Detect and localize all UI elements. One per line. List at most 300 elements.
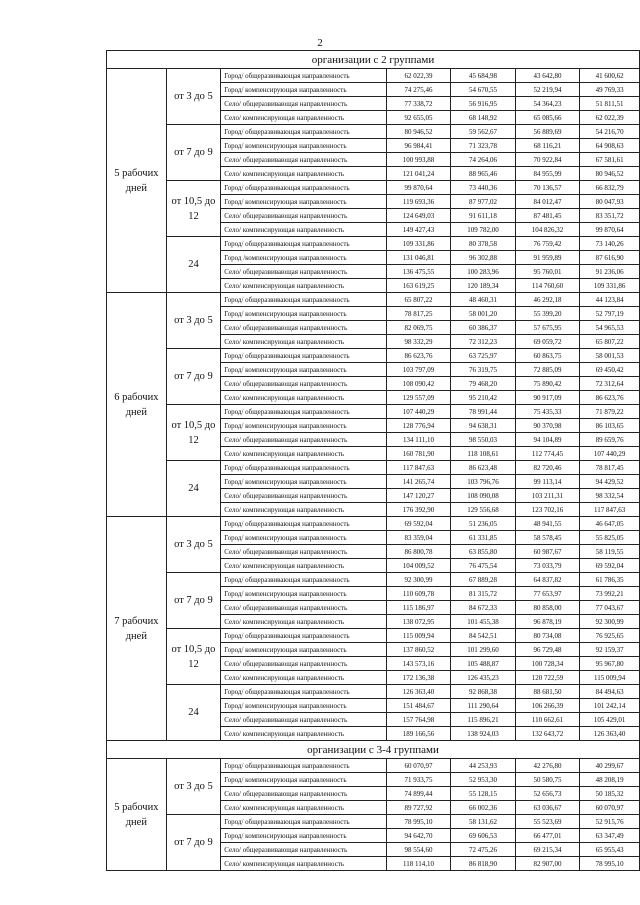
section-header-row xyxy=(107,51,640,69)
age-group-cell: от 3 до 5 xyxy=(166,293,221,349)
direction-label: Город/ компенсирующая направленность xyxy=(221,139,387,153)
age-group-cell: 24 xyxy=(166,237,221,293)
direction-label: Село/ компенсирующая направленность xyxy=(221,671,387,685)
value-cell: 120 722,59 xyxy=(515,671,580,685)
value-cell: 91 959,89 xyxy=(515,251,580,265)
value-cell: 61 331,85 xyxy=(451,531,516,545)
value-cell: 131 046,81 xyxy=(386,251,451,265)
value-cell: 115 186,97 xyxy=(386,601,451,615)
direction-label: Город/ общеразвивающая направленность xyxy=(221,759,387,773)
value-cell: 51 236,05 xyxy=(451,517,516,531)
value-cell: 62 022,39 xyxy=(386,69,451,83)
value-cell: 114 760,60 xyxy=(515,279,580,293)
value-cell: 60 987,67 xyxy=(515,545,580,559)
value-cell: 60 070,97 xyxy=(386,759,451,773)
value-cell: 176 392,90 xyxy=(386,503,451,517)
value-cell: 99 870,64 xyxy=(386,181,451,195)
value-cell: 50 580,75 xyxy=(515,773,580,787)
direction-label: Село/ компенсирующая направленность xyxy=(221,391,387,405)
value-cell: 106 266,39 xyxy=(515,699,580,713)
direction-label: Село/ общеразвивающая направленность xyxy=(221,657,387,671)
value-cell: 82 720,46 xyxy=(515,461,580,475)
value-cell: 65 085,66 xyxy=(515,111,580,125)
value-cell: 95 760,01 xyxy=(515,265,580,279)
value-cell: 44 253,93 xyxy=(451,759,516,773)
value-cell: 92 868,38 xyxy=(451,685,516,699)
value-cell: 74 264,06 xyxy=(451,153,516,167)
value-cell: 71 879,22 xyxy=(580,405,640,419)
direction-label: Город/ компенсирующая направленность xyxy=(221,829,387,843)
age-group-cell: от 3 до 5 xyxy=(166,759,221,815)
value-cell: 136 475,55 xyxy=(386,265,451,279)
value-cell: 54 965,53 xyxy=(580,321,640,335)
section-title: организации с 3-4 группами xyxy=(107,741,640,759)
value-cell: 41 600,62 xyxy=(580,69,640,83)
value-cell: 86 800,78 xyxy=(386,545,451,559)
direction-label: Город/ общеразвивающая направленность xyxy=(221,573,387,587)
value-cell: 87 616,90 xyxy=(580,251,640,265)
table-body xyxy=(107,51,640,871)
value-cell: 79 468,20 xyxy=(451,377,516,391)
value-cell: 68 116,21 xyxy=(515,139,580,153)
value-cell: 44 123,84 xyxy=(580,293,640,307)
value-cell: 109 331,86 xyxy=(386,237,451,251)
value-cell: 69 606,53 xyxy=(451,829,516,843)
value-cell: 90 370,98 xyxy=(515,419,580,433)
value-cell: 69 215,34 xyxy=(515,843,580,857)
value-cell: 77 653,97 xyxy=(515,587,580,601)
table-row xyxy=(107,573,640,587)
value-cell: 104 826,32 xyxy=(515,223,580,237)
table-row xyxy=(107,237,640,251)
value-cell: 94 642,70 xyxy=(386,829,451,843)
value-cell: 71 933,75 xyxy=(386,773,451,787)
value-cell: 74 275,46 xyxy=(386,83,451,97)
direction-label: Город/ компенсирующая направленность xyxy=(221,83,387,97)
direction-label: Город/ общеразвивающая направленность xyxy=(221,517,387,531)
value-cell: 92 300,99 xyxy=(580,615,640,629)
value-cell: 63 855,80 xyxy=(451,545,516,559)
direction-label: Село/ общеразвивающая направленность xyxy=(221,787,387,801)
value-cell: 52 797,19 xyxy=(580,307,640,321)
value-cell: 101 242,14 xyxy=(580,699,640,713)
direction-label: Село/ компенсирующая направленность xyxy=(221,279,387,293)
value-cell: 163 619,25 xyxy=(386,279,451,293)
direction-label: Село/ компенсирующая направленность xyxy=(221,615,387,629)
value-cell: 42 276,80 xyxy=(515,759,580,773)
direction-label: Село/ общеразвивающая направленность xyxy=(221,153,387,167)
direction-label: Город/ общеразвивающая направленность xyxy=(221,685,387,699)
value-cell: 76 475,54 xyxy=(451,559,516,573)
value-cell: 105 429,01 xyxy=(580,713,640,727)
table-row xyxy=(107,517,640,531)
direction-label: Город/ общеразвивающая направленность xyxy=(221,349,387,363)
value-cell: 66 477,01 xyxy=(515,829,580,843)
value-cell: 55 825,05 xyxy=(580,531,640,545)
value-cell: 111 290,64 xyxy=(451,699,516,713)
value-cell: 86 818,90 xyxy=(451,857,516,871)
value-cell: 147 120,27 xyxy=(386,489,451,503)
direction-label: Село/ компенсирующая направленность xyxy=(221,167,387,181)
value-cell: 58 001,53 xyxy=(580,349,640,363)
direction-label: Село/ компенсирующая направленность xyxy=(221,335,387,349)
value-cell: 73 992,21 xyxy=(580,587,640,601)
value-cell: 59 562,67 xyxy=(451,125,516,139)
value-cell: 76 925,65 xyxy=(580,629,640,643)
value-cell: 91 236,06 xyxy=(580,265,640,279)
value-cell: 48 460,31 xyxy=(451,293,516,307)
value-cell: 138 924,03 xyxy=(451,727,516,741)
value-cell: 101 455,38 xyxy=(451,615,516,629)
value-cell: 55 399,20 xyxy=(515,307,580,321)
value-cell: 96 302,88 xyxy=(451,251,516,265)
age-group-cell: 24 xyxy=(166,685,221,741)
direction-label: Город/ общеразвивающая направленность xyxy=(221,405,387,419)
section-title: организации с 2 группами xyxy=(107,51,640,69)
value-cell: 54 364,23 xyxy=(515,97,580,111)
value-cell: 66 832,79 xyxy=(580,181,640,195)
value-cell: 78 817,25 xyxy=(386,307,451,321)
direction-label: Город/ компенсирующая направленность xyxy=(221,643,387,657)
value-cell: 69 592,04 xyxy=(580,559,640,573)
value-cell: 126 435,23 xyxy=(451,671,516,685)
value-cell: 62 022,39 xyxy=(580,111,640,125)
value-cell: 107 440,29 xyxy=(386,405,451,419)
value-cell: 84 955,99 xyxy=(515,167,580,181)
value-cell: 117 847,63 xyxy=(580,503,640,517)
direction-label: Село/ общеразвивающая направленность xyxy=(221,601,387,615)
value-cell: 189 166,56 xyxy=(386,727,451,741)
value-cell: 83 359,04 xyxy=(386,531,451,545)
age-group-cell: от 7 до 9 xyxy=(166,125,221,181)
value-cell: 54 670,55 xyxy=(451,83,516,97)
value-cell: 91 611,18 xyxy=(451,209,516,223)
direction-label: Село/ компенсирующая направленность xyxy=(221,447,387,461)
value-cell: 72 312,64 xyxy=(580,377,640,391)
value-cell: 100 993,88 xyxy=(386,153,451,167)
page-number: 2 xyxy=(317,37,323,49)
value-cell: 52 953,30 xyxy=(451,773,516,787)
table-row xyxy=(107,125,640,139)
value-cell: 73 440,36 xyxy=(451,181,516,195)
value-cell: 75 890,42 xyxy=(515,377,580,391)
value-cell: 104 009,52 xyxy=(386,559,451,573)
value-cell: 92 655,05 xyxy=(386,111,451,125)
value-cell: 58 578,45 xyxy=(515,531,580,545)
value-cell: 118 114,10 xyxy=(386,857,451,871)
value-cell: 78 991,44 xyxy=(451,405,516,419)
value-cell: 109 782,00 xyxy=(451,223,516,237)
value-cell: 48 941,55 xyxy=(515,517,580,531)
table-row xyxy=(107,815,640,829)
value-cell: 128 776,94 xyxy=(386,419,451,433)
value-cell: 94 429,52 xyxy=(580,475,640,489)
value-cell: 68 148,92 xyxy=(451,111,516,125)
value-cell: 124 649,03 xyxy=(386,209,451,223)
tariff-table xyxy=(106,50,640,871)
value-cell: 61 786,35 xyxy=(580,573,640,587)
value-cell: 64 908,63 xyxy=(580,139,640,153)
value-cell: 52 915,76 xyxy=(580,815,640,829)
value-cell: 112 774,45 xyxy=(515,447,580,461)
value-cell: 100 728,34 xyxy=(515,657,580,671)
value-cell: 108 090,42 xyxy=(386,377,451,391)
table-row xyxy=(107,181,640,195)
direction-label: Город/ компенсирующая направленность xyxy=(221,363,387,377)
value-cell: 65 807,22 xyxy=(386,293,451,307)
value-cell: 80 858,00 xyxy=(515,601,580,615)
value-cell: 92 300,99 xyxy=(386,573,451,587)
value-cell: 82 069,75 xyxy=(386,321,451,335)
value-cell: 77 338,72 xyxy=(386,97,451,111)
value-cell: 134 111,10 xyxy=(386,433,451,447)
value-cell: 78 995,10 xyxy=(386,815,451,829)
value-cell: 69 450,42 xyxy=(580,363,640,377)
value-cell: 58 001,20 xyxy=(451,307,516,321)
value-cell: 115 896,21 xyxy=(451,713,516,727)
direction-label: Село/ компенсирующая направленность xyxy=(221,727,387,741)
value-cell: 103 796,76 xyxy=(451,475,516,489)
direction-label: Город/ общеразвивающая направленность xyxy=(221,461,387,475)
value-cell: 90 917,09 xyxy=(515,391,580,405)
value-cell: 69 592,04 xyxy=(386,517,451,531)
working-days-cell: 6 рабочих дней xyxy=(107,293,167,517)
value-cell: 54 216,70 xyxy=(580,125,640,139)
value-cell: 86 623,76 xyxy=(580,391,640,405)
age-group-cell: от 7 до 9 xyxy=(166,815,221,871)
value-cell: 95 210,42 xyxy=(451,391,516,405)
value-cell: 94 638,31 xyxy=(451,419,516,433)
direction-label: Село/ компенсирующая направленность xyxy=(221,223,387,237)
value-cell: 70 136,57 xyxy=(515,181,580,195)
value-cell: 67 889,28 xyxy=(451,573,516,587)
direction-label: Село/ компенсирующая направленность xyxy=(221,503,387,517)
value-cell: 100 283,96 xyxy=(451,265,516,279)
value-cell: 123 702,16 xyxy=(515,503,580,517)
value-cell: 115 009,94 xyxy=(580,671,640,685)
direction-label: Село/ общеразвивающая направленность xyxy=(221,545,387,559)
value-cell: 78 995,10 xyxy=(580,857,640,871)
age-group-cell: 24 xyxy=(166,461,221,517)
value-cell: 84 542,51 xyxy=(451,629,516,643)
value-cell: 119 693,36 xyxy=(386,195,451,209)
direction-label: Город/ компенсирующая направленность xyxy=(221,475,387,489)
direction-label: Село/ общеразвивающая направленность xyxy=(221,713,387,727)
value-cell: 46 647,05 xyxy=(580,517,640,531)
direction-label: Город/ компенсирующая направленность xyxy=(221,773,387,787)
value-cell: 82 907,00 xyxy=(515,857,580,871)
value-cell: 60 070,97 xyxy=(580,801,640,815)
value-cell: 117 847,63 xyxy=(386,461,451,475)
value-cell: 80 047,93 xyxy=(580,195,640,209)
direction-label: Город/ общеразвивающая направленность xyxy=(221,181,387,195)
value-cell: 65 807,22 xyxy=(580,335,640,349)
direction-label: Город/ компенсирующая направленность xyxy=(221,531,387,545)
value-cell: 60 863,75 xyxy=(515,349,580,363)
direction-label: Село/ общеразвивающая направленность xyxy=(221,209,387,223)
value-cell: 109 331,86 xyxy=(580,279,640,293)
value-cell: 56 889,69 xyxy=(515,125,580,139)
value-cell: 149 427,43 xyxy=(386,223,451,237)
value-cell: 157 764,98 xyxy=(386,713,451,727)
value-cell: 88 681,50 xyxy=(515,685,580,699)
value-cell: 132 643,72 xyxy=(515,727,580,741)
value-cell: 71 323,78 xyxy=(451,139,516,153)
direction-label: Село/ общеразвивающая направленность xyxy=(221,265,387,279)
table-row xyxy=(107,293,640,307)
value-cell: 51 811,51 xyxy=(580,97,640,111)
value-cell: 56 916,95 xyxy=(451,97,516,111)
value-cell: 60 386,37 xyxy=(451,321,516,335)
value-cell: 55 128,15 xyxy=(451,787,516,801)
value-cell: 160 781,90 xyxy=(386,447,451,461)
value-cell: 74 899,44 xyxy=(386,787,451,801)
value-cell: 73 140,26 xyxy=(580,237,640,251)
value-cell: 80 946,52 xyxy=(580,167,640,181)
age-group-cell: от 10,5 до 12 xyxy=(166,181,221,237)
value-cell: 98 550,03 xyxy=(451,433,516,447)
value-cell: 99 870,64 xyxy=(580,223,640,237)
table-row xyxy=(107,405,640,419)
value-cell: 105 488,87 xyxy=(451,657,516,671)
value-cell: 103 797,09 xyxy=(386,363,451,377)
value-cell: 84 672,33 xyxy=(451,601,516,615)
direction-label: Город/ компенсирующая направленность xyxy=(221,699,387,713)
direction-label: Село/ компенсирующая направленность xyxy=(221,857,387,871)
direction-label: Город/ общеразвивающая направленность xyxy=(221,237,387,251)
age-group-cell: от 7 до 9 xyxy=(166,349,221,405)
value-cell: 72 885,09 xyxy=(515,363,580,377)
value-cell: 89 659,76 xyxy=(580,433,640,447)
value-cell: 87 977,02 xyxy=(451,195,516,209)
direction-label: Село/ компенсирующая направленность xyxy=(221,559,387,573)
age-group-cell: от 3 до 5 xyxy=(166,517,221,573)
value-cell: 137 860,52 xyxy=(386,643,451,657)
value-cell: 151 484,67 xyxy=(386,699,451,713)
value-cell: 55 523,69 xyxy=(515,815,580,829)
value-cell: 129 556,68 xyxy=(451,503,516,517)
value-cell: 108 090,08 xyxy=(451,489,516,503)
value-cell: 80 734,08 xyxy=(515,629,580,643)
direction-label: Город/ компенсирующая направленность xyxy=(221,195,387,209)
direction-label: Село/ общеразвивающая направленность xyxy=(221,321,387,335)
value-cell: 98 554,60 xyxy=(386,843,451,857)
value-cell: 121 041,24 xyxy=(386,167,451,181)
value-cell: 96 984,41 xyxy=(386,139,451,153)
value-cell: 76 319,75 xyxy=(451,363,516,377)
value-cell: 103 211,31 xyxy=(515,489,580,503)
direction-label: Город/ общеразвивающая направленность xyxy=(221,125,387,139)
direction-label: Город /компенсирующая направленность xyxy=(221,251,387,265)
value-cell: 80 378,58 xyxy=(451,237,516,251)
value-cell: 92 159,37 xyxy=(580,643,640,657)
table-row xyxy=(107,349,640,363)
value-cell: 65 955,43 xyxy=(580,843,640,857)
direction-label: Город/ общеразвивающая направленность xyxy=(221,293,387,307)
value-cell: 77 043,67 xyxy=(580,601,640,615)
working-days-cell: 5 рабочих дней xyxy=(107,69,167,293)
value-cell: 76 759,42 xyxy=(515,237,580,251)
value-cell: 98 332,54 xyxy=(580,489,640,503)
direction-label: Город/ компенсирующая направленность xyxy=(221,419,387,433)
age-group-cell: от 10,5 до 12 xyxy=(166,405,221,461)
value-cell: 110 609,78 xyxy=(386,587,451,601)
value-cell: 110 662,61 xyxy=(515,713,580,727)
working-days-cell: 7 рабочих дней xyxy=(107,517,167,741)
value-cell: 52 219,94 xyxy=(515,83,580,97)
value-cell: 58 131,62 xyxy=(451,815,516,829)
value-cell: 120 189,34 xyxy=(451,279,516,293)
value-cell: 126 363,40 xyxy=(580,727,640,741)
working-days-cell: 5 рабочих дней xyxy=(107,759,167,871)
value-cell: 96 878,19 xyxy=(515,615,580,629)
value-cell: 63 347,49 xyxy=(580,829,640,843)
direction-label: Село/ компенсирующая направленность xyxy=(221,801,387,815)
direction-label: Город/ общеразвивающая направленность xyxy=(221,815,387,829)
value-cell: 52 656,73 xyxy=(515,787,580,801)
value-cell: 89 727,92 xyxy=(386,801,451,815)
value-cell: 43 642,80 xyxy=(515,69,580,83)
table-row xyxy=(107,629,640,643)
value-cell: 80 946,52 xyxy=(386,125,451,139)
value-cell: 86 623,76 xyxy=(386,349,451,363)
value-cell: 63 036,67 xyxy=(515,801,580,815)
age-group-cell: от 10,5 до 12 xyxy=(166,629,221,685)
table-row xyxy=(107,685,640,699)
section-header-row xyxy=(107,741,640,759)
value-cell: 138 072,95 xyxy=(386,615,451,629)
value-cell: 86 623,48 xyxy=(451,461,516,475)
value-cell: 96 729,48 xyxy=(515,643,580,657)
value-cell: 46 292,18 xyxy=(515,293,580,307)
value-cell: 88 965,46 xyxy=(451,167,516,181)
value-cell: 115 009,94 xyxy=(386,629,451,643)
value-cell: 57 675,95 xyxy=(515,321,580,335)
value-cell: 172 136,38 xyxy=(386,671,451,685)
value-cell: 78 817,45 xyxy=(580,461,640,475)
value-cell: 141 265,74 xyxy=(386,475,451,489)
value-cell: 49 769,33 xyxy=(580,83,640,97)
direction-label: Город/ общеразвивающая направленность xyxy=(221,69,387,83)
value-cell: 98 332,29 xyxy=(386,335,451,349)
value-cell: 143 573,16 xyxy=(386,657,451,671)
value-cell: 73 033,79 xyxy=(515,559,580,573)
value-cell: 83 351,72 xyxy=(580,209,640,223)
value-cell: 50 185,32 xyxy=(580,787,640,801)
value-cell: 40 299,67 xyxy=(580,759,640,773)
direction-label: Город/ компенсирующая направленность xyxy=(221,587,387,601)
value-cell: 94 104,89 xyxy=(515,433,580,447)
value-cell: 67 581,61 xyxy=(580,153,640,167)
value-cell: 81 315,72 xyxy=(451,587,516,601)
value-cell: 86 103,65 xyxy=(580,419,640,433)
value-cell: 69 059,72 xyxy=(515,335,580,349)
value-cell: 87 481,45 xyxy=(515,209,580,223)
value-cell: 95 967,80 xyxy=(580,657,640,671)
direction-label: Село/ общеразвивающая направленность xyxy=(221,489,387,503)
value-cell: 48 208,19 xyxy=(580,773,640,787)
value-cell: 126 363,40 xyxy=(386,685,451,699)
table-row xyxy=(107,69,640,83)
direction-label: Город/ общеразвивающая направленность xyxy=(221,629,387,643)
direction-label: Село/ общеразвивающая направленность xyxy=(221,433,387,447)
value-cell: 58 119,55 xyxy=(580,545,640,559)
value-cell: 75 435,33 xyxy=(515,405,580,419)
value-cell: 72 475,26 xyxy=(451,843,516,857)
value-cell: 99 113,14 xyxy=(515,475,580,489)
direction-label: Село/ компенсирующая направленность xyxy=(221,111,387,125)
value-cell: 66 002,36 xyxy=(451,801,516,815)
